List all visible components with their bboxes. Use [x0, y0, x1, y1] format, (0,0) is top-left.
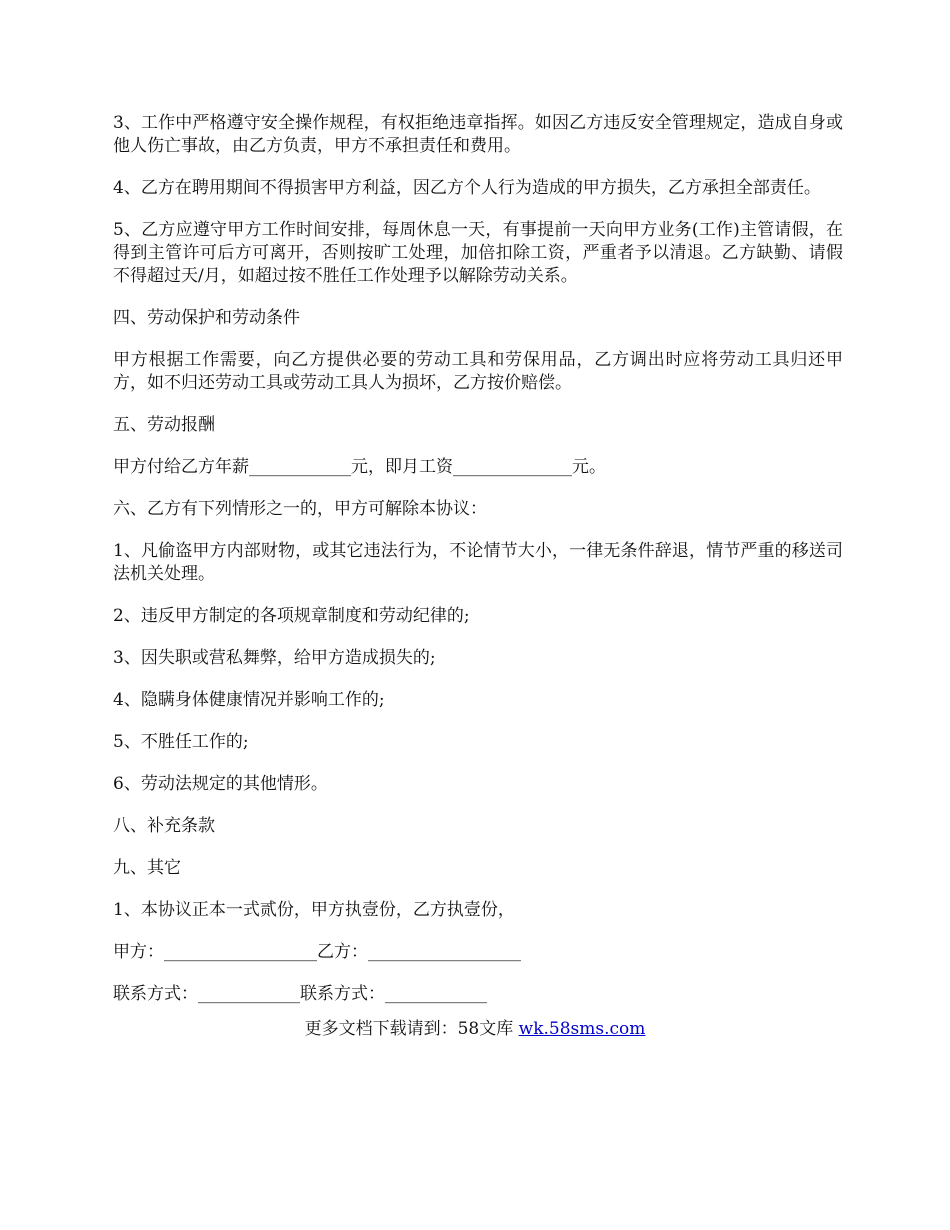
termination-item-1: 1、凡偷盗甲方内部财物，或其它违法行为，不论情节大小，一律无条件辞退，情节严重的移送司法机关处理。: [113, 541, 843, 584]
contact-line: 联系方式：____________联系方式：____________: [113, 984, 487, 1004]
section-heading-labor-protection: 四、劳动保护和劳动条件: [113, 308, 300, 328]
termination-item-3: 3、因失职或营私舞弊，给甲方造成损失的;: [113, 648, 436, 668]
clause-5-attendance: 5、乙方应遵守甲方工作时间安排，每周休息一天，有事提前一天向甲方业务(工作)主管请假，在得到主管许可后方可离开，否则按旷工处理，加倍扣除工资，严重者予以清退。乙方缺勤、请假不得超过天/月，如超过按不胜任工作处理予以解除劳动关系。: [113, 220, 843, 286]
clause-3-safety: 3、工作中严格遵守安全操作规程，有权拒绝违章指挥。如因乙方违反安全管理规定，造成自身或他人伤亡事故，由乙方负责，甲方不承担责任和费用。: [113, 113, 843, 156]
footer-link[interactable]: wk.58sms.com: [518, 1019, 646, 1039]
other-item-1: 1、本协议正本一式贰份，甲方执壹份，乙方执壹份，: [113, 900, 515, 920]
footer-text: 更多文档下载请到：58文库: [304, 1019, 519, 1039]
section-heading-other: 九、其它: [113, 858, 181, 878]
termination-item-6: 6、劳动法规定的其他情形。: [113, 774, 328, 794]
remuneration-text: 甲方付给乙方年薪____________元，即月工资______________元。: [113, 457, 606, 477]
clause-4-liability: 4、乙方在聘用期间不得损害甲方利益，因乙方个人行为造成的甲方损失，乙方承担全部责任。: [113, 178, 821, 198]
document-body: [113, 112, 843, 1025]
section-heading-termination: 六、乙方有下列情形之一的，甲方可解除本协议：: [113, 499, 487, 519]
signature-line: 甲方：__________________乙方：__________________: [113, 942, 521, 962]
section-heading-supplementary: 八、补充条款: [113, 816, 215, 836]
footer: [0, 1018, 950, 1041]
labor-protection-text: 甲方根据工作需要，向乙方提供必要的劳动工具和劳保用品，乙方调出时应将劳动工具归还甲方，如不归还劳动工具或劳动工具人为损坏，乙方按价赔偿。: [113, 350, 843, 393]
termination-item-4: 4、隐瞒身体健康情况并影响工作的;: [113, 690, 385, 710]
section-heading-remuneration: 五、劳动报酬: [113, 415, 215, 435]
termination-item-2: 2、违反甲方制定的各项规章制度和劳动纪律的;: [113, 606, 470, 626]
termination-item-5: 5、不胜任工作的;: [113, 732, 249, 752]
